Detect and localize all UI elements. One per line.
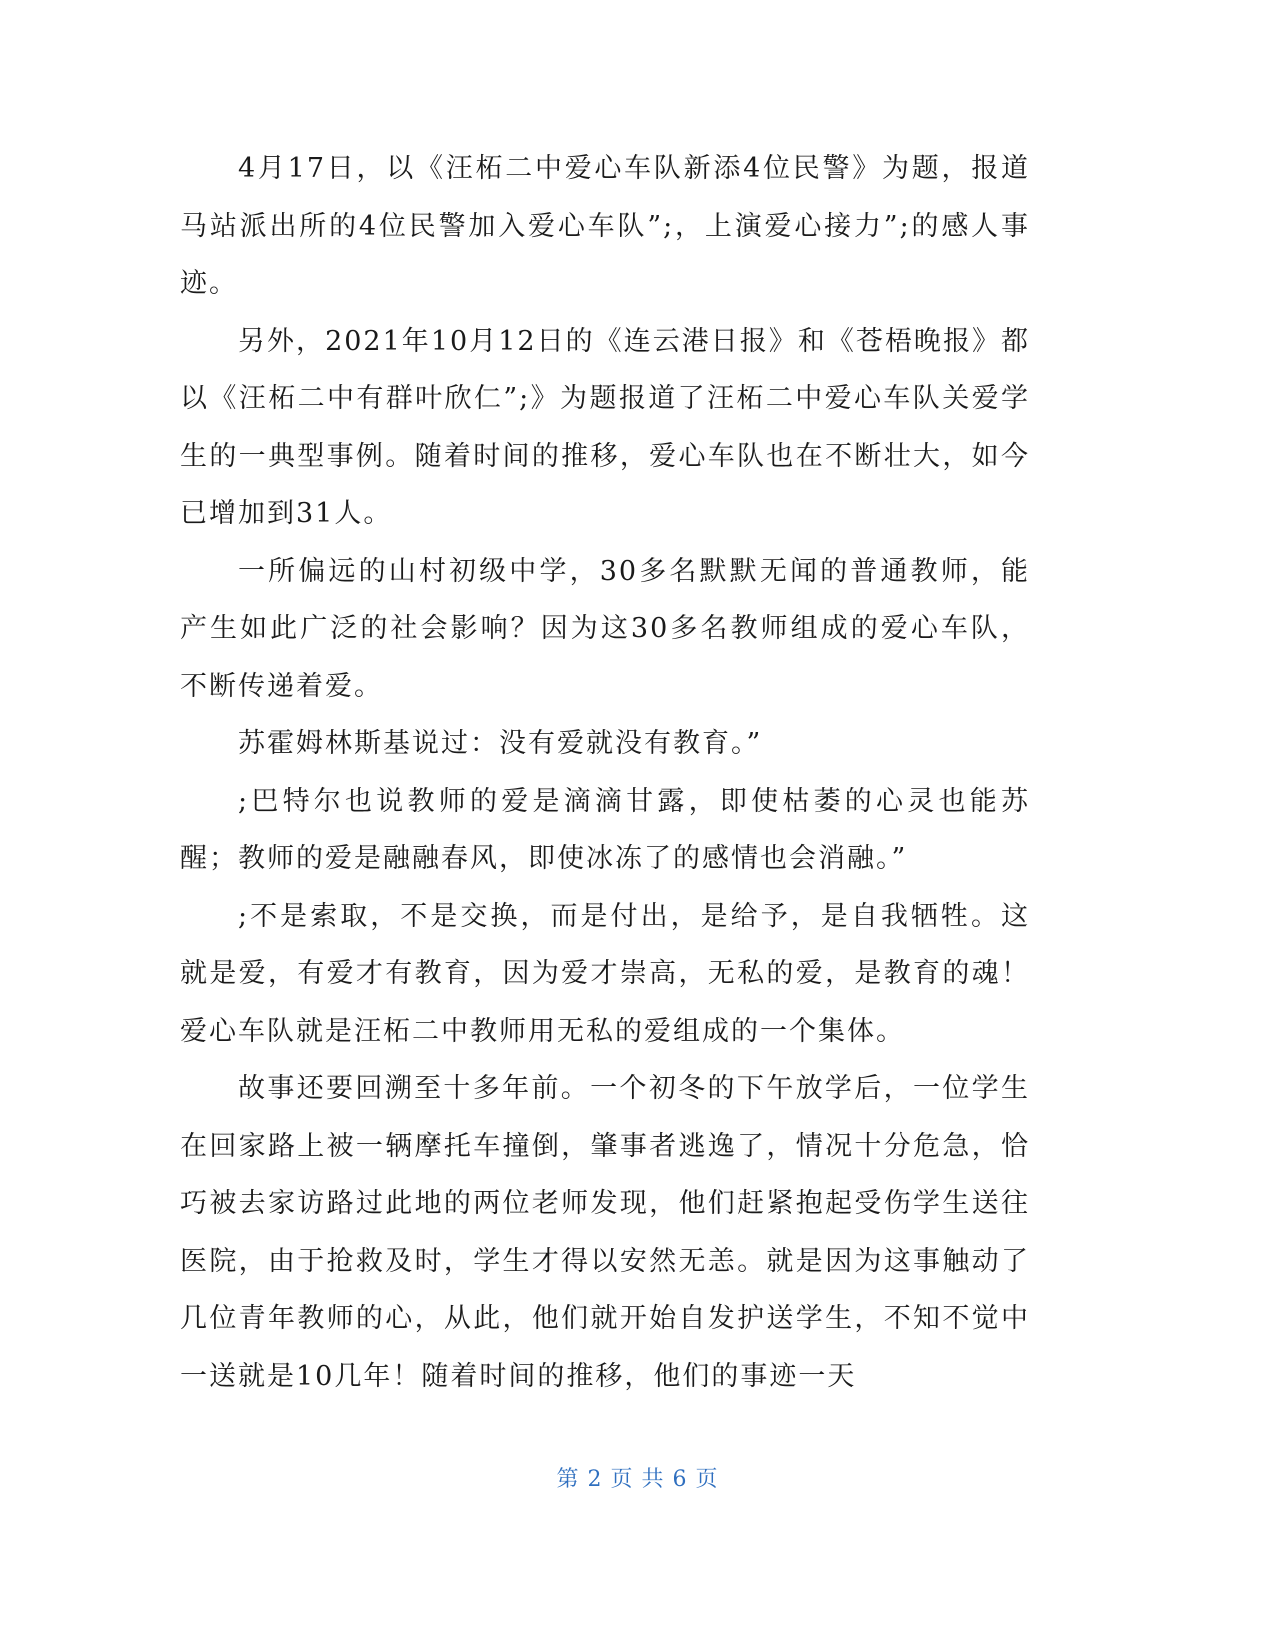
paragraph: ;巴特尔也说教师的爱是滴滴甘露，即使枯萎的心灵也能苏醒；教师的爱是融融春风，即使冰冻了的感情也会消融。”: [180, 785, 1030, 874]
paragraph: ;不是索取，不是交换，而是付出，是给予，是自我牺牲。这就是爱，有爱才有教育，因为爱才崇高，无私的爱，是教育的魂！爱心车队就是汪柘二中教师用无私的爱组成的一个集体。: [180, 900, 1030, 1047]
paragraph: 一所偏远的山村初级中学，30多名默默无闻的普通教师，能产生如此广泛的社会影响？因为这30多名教师组成的爱心车队，不断传递着爱。: [180, 555, 1030, 702]
page-number-footer: 第 2 页 共 6 页: [556, 1467, 719, 1492]
paragraph: 另外，2021年10月12日的《连云港日报》和《苍梧晚报》都以《汪柘二中有群叶欣仁”;》为题报道了汪柘二中爱心车队关爱学生的一典型事例。随着时间的推移，爱心车队也在不断壮大，如今已增加到31人。: [180, 325, 1030, 529]
body-text: [180, 140, 1030, 1405]
paragraph: 苏霍姆林斯基说过：没有爱就没有教育。”: [238, 728, 763, 759]
paragraph: 4月17日，以《汪柘二中爱心车队新添4位民警》为题，报道马站派出所的4位民警加入爱心车队”;，上演爱心接力”;的感人事迹。: [180, 153, 1030, 299]
paragraph: 故事还要回溯至十多年前。一个初冬的下午放学后，一位学生在回家路上被一辆摩托车撞倒，肇事者逃逸了，情况十分危急，恰巧被去家访路过此地的两位老师发现，他们赶紧抱起受伤学生送往医院，由于抢救及时，学生才得以安然无恙。就是因为这事触动了几位青年教师的心，从此，他们就开始自发护送学生，不知不觉中一送就是10几年！随着时间的推移，他们的事迹一天: [180, 1073, 1030, 1392]
